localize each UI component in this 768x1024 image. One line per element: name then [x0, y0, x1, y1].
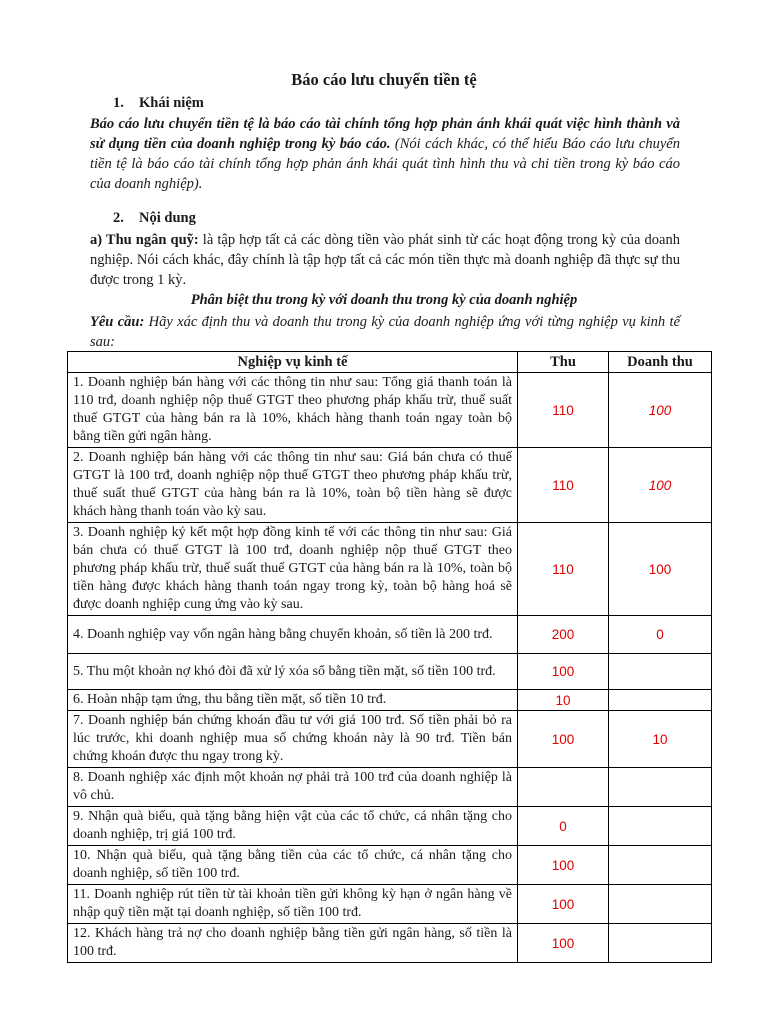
table-row [68, 654, 712, 690]
revenue-value [609, 846, 712, 885]
thu-value: 100 [518, 711, 609, 768]
thu-value: 10 [518, 690, 609, 711]
thu-value: 100 [518, 924, 609, 963]
revenue-value [609, 807, 712, 846]
table-header-row [68, 352, 712, 373]
transaction-description: 11. Doanh nghiệp rút tiền từ tài khoản tiền gửi không kỳ hạn ở ngân hàng về nhập quỹ tiền mặt tại doanh nghiệp, số tiền 100 trđ. [68, 885, 518, 924]
transaction-description: 1. Doanh nghiệp bán hàng với các thông tin như sau: Tổng giá thanh toán là 110 trđ, doanh nghiệp nộp thuế GTGT theo phương pháp khấu trừ, thuế suất thuế GTGT của hàng bán ra là 10%, khách hàng thanh toán ngay toàn bộ bằng tiền gửi ngân hàng. [68, 373, 518, 448]
transaction-description: 6. Hoàn nhập tạm ứng, thu bằng tiền mặt, số tiền 10 trđ. [68, 690, 518, 711]
table-row [68, 768, 712, 807]
table-row [68, 711, 712, 768]
header-transaction: Nghiệp vụ kinh tế [68, 352, 518, 373]
thu-value: 0 [518, 807, 609, 846]
revenue-value [609, 690, 712, 711]
transaction-description: 9. Nhận quà biếu, quà tặng bằng hiện vật của các tổ chức, cá nhân tặng cho doanh nghiệp, trị giá 100 trđ. [68, 807, 518, 846]
revenue-value: 0 [609, 616, 712, 654]
transaction-description: 5. Thu một khoản nợ khó đòi đã xử lý xóa sổ bằng tiền mặt, số tiền 100 trđ. [68, 654, 518, 690]
revenue-value: 100 [609, 373, 712, 448]
revenue-value [609, 924, 712, 963]
thu-value: 100 [518, 846, 609, 885]
requirement-paragraph [90, 312, 680, 352]
revenue-value [609, 885, 712, 924]
thu-value: 110 [518, 373, 609, 448]
thu-value: 110 [518, 448, 609, 523]
table-row [68, 616, 712, 654]
table-subtitle: Phân biệt thu trong kỳ với doanh thu trong kỳ của doanh nghiệp [190, 292, 578, 308]
transaction-description: 10. Nhận quà biếu, quà tặng bằng tiền của các tổ chức, cá nhân tặng cho doanh nghiệp, số tiền 100 trđ. [68, 846, 518, 885]
table-row [68, 690, 712, 711]
definition-text: Báo cáo lưu chuyển tiền tệ là báo cáo tài chính tổng hợp phản ánh khái quát việc hình thành và sử dụng tiền của doanh nghiệp trong kỳ báo cáo. [90, 116, 680, 152]
section-1-title: Khái niệm [139, 95, 204, 111]
item-a-text: là tập hợp tất cả các dòng tiền vào phát sinh từ các hoạt động trong kỳ của doanh nghiệp. Nói cách khác, đây chính là tập hợp tất cả các món tiền thực mà doanh nghiệp đã thực sự thu được trong 1 kỳ. [90, 232, 680, 288]
document-title: Báo cáo lưu chuyển tiền tệ [291, 70, 477, 89]
revenue-value: 100 [609, 448, 712, 523]
section-2-title: Nội dung [139, 210, 196, 226]
transaction-description: 4. Doanh nghiệp vay vốn ngân hàng bằng chuyển khoản, số tiền là 200 trđ. [68, 616, 518, 654]
revenue-value [609, 768, 712, 807]
definition-paragraph [90, 114, 680, 194]
transaction-description: 2. Doanh nghiệp bán hàng với các thông tin như sau: Giá bán chưa có thuế GTGT là 100 trđ, doanh nghiệp nộp thuế GTGT theo phương pháp khấu trừ, thuế suất thuế GTGT của hàng bán ra là 10%, toàn bộ tiền hàng sẽ được khách hàng thanh toán vào kỳ sau. [68, 448, 518, 523]
requirement-label: Yêu cầu: [90, 314, 145, 330]
thu-value [518, 768, 609, 807]
table-row [68, 523, 712, 616]
section-1-number: 1. [113, 95, 124, 111]
table-row [68, 373, 712, 448]
thu-value: 100 [518, 885, 609, 924]
table-row [68, 924, 712, 963]
section-1-heading [113, 95, 204, 112]
requirement-text: Hãy xác định thu và doanh thu trong kỳ của doanh nghiệp ứng với từng nghiệp vụ kinh tế sau: [90, 314, 680, 350]
thu-value: 200 [518, 616, 609, 654]
revenue-value [609, 654, 712, 690]
definition-note: (Nói cách khác, có thể hiểu Báo cáo lưu chuyển tiền tệ là báo cáo tài chính tổng hợp phản ánh khái quát tình hình thu và chi tiền trong kỳ báo cáo của doanh nghiệp). [90, 136, 680, 192]
transactions-table [67, 351, 712, 963]
table-row [68, 846, 712, 885]
transaction-description: 12. Khách hàng trả nợ cho doanh nghiệp bằng tiền gửi ngân hàng, số tiền là 100 trđ. [68, 924, 518, 963]
revenue-value: 10 [609, 711, 712, 768]
table-row [68, 885, 712, 924]
header-revenue: Doanh thu [609, 352, 712, 373]
item-a-label: a) Thu ngân quỹ: [90, 232, 199, 248]
section-2-number: 2. [113, 210, 124, 226]
table-row [68, 807, 712, 846]
header-thu: Thu [518, 352, 609, 373]
thu-value: 110 [518, 523, 609, 616]
transaction-description: 3. Doanh nghiệp ký kết một hợp đồng kinh tế với các thông tin như sau: Giá bán chưa có thuế GTGT là 100 trđ, doanh nghiệp nộp thuế GTGT theo phương pháp khấu trừ, thuế suất thuế GTGT của hàng bán ra là 10%, toàn bộ tiền hàng được khách hàng thanh toán ngay trong kỳ, toàn bộ hàng hoá sẽ được doanh nghiệp cung ứng vào kỳ sau. [68, 523, 518, 616]
thu-value: 100 [518, 654, 609, 690]
item-a-paragraph [90, 230, 680, 290]
section-2-heading [113, 210, 196, 227]
revenue-value: 100 [609, 523, 712, 616]
table-row [68, 448, 712, 523]
transaction-description: 7. Doanh nghiệp bán chứng khoán đầu tư với giá 100 trđ. Số tiền phải bỏ ra lúc trước, khi doanh nghiệp mua số chứng khoán này là 90 trđ. Tiền bán chứng khoán được thu ngay trong kỳ. [68, 711, 518, 768]
transaction-description: 8. Doanh nghiệp xác định một khoản nợ phải trả 100 trđ của doanh nghiệp là vô chủ. [68, 768, 518, 807]
